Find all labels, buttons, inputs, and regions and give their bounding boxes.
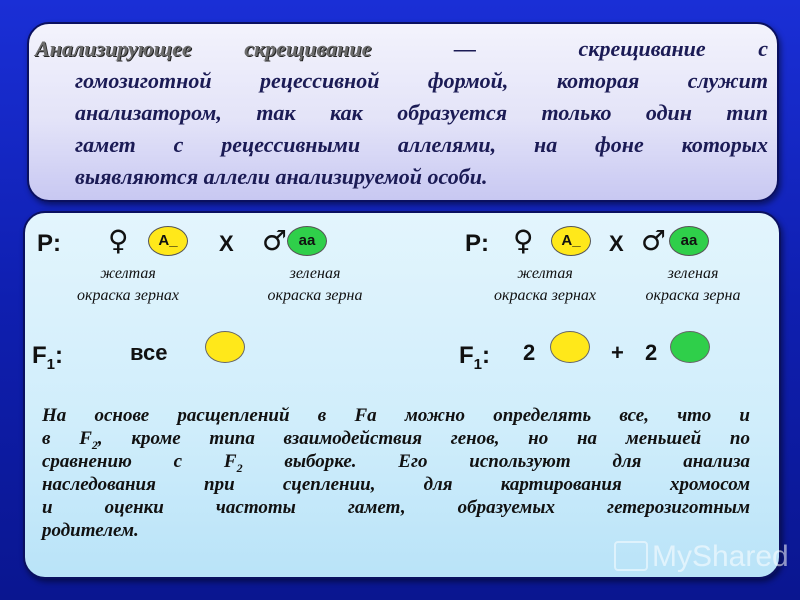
cross2-female-caption-2: окраска зернах [493, 287, 597, 304]
cross2-f1-sub: 1 [473, 355, 483, 373]
cross2-f1-colon: : [482, 342, 491, 369]
cross1-f1-sub: 1 [46, 355, 56, 373]
watermark-icon [614, 541, 648, 571]
cross2-cross-symbol: X [609, 231, 624, 256]
definition-line-2: гомозиготной рецессивной формой, которая служит [75, 68, 768, 93]
cross2-female-icon: ♀ [513, 224, 534, 257]
paragraph-line-2 [42, 427, 750, 450]
definition-term: Анализирующее скрещивание [35, 36, 372, 61]
paragraph-line-3-b: выборке. Его используют для анализа [242, 451, 750, 472]
cross2-male-caption [618, 263, 768, 307]
paragraph-line-2-b: , кроме типа взаимодействия генов, но на меньшей по [97, 428, 751, 449]
cross2-f1-label [459, 342, 490, 373]
description-paragraph [42, 404, 750, 542]
cross1-f1-colon: : [55, 342, 64, 369]
cross1-male-caption-2: окраска зерна [267, 287, 363, 304]
cross2-offspring-yellow-pea [550, 331, 590, 363]
definition-line-4: гамет с рецессивными аллелями, на фоне которых [75, 132, 768, 157]
paragraph-line-4: наследования при сцеплении, для картирования хромосом [42, 474, 750, 495]
cross2-p-label: P: [465, 230, 489, 257]
cross2-ratio-yellow: 2 [523, 340, 536, 365]
cross2-female-genotype: A_ [551, 226, 591, 256]
cross1-f1-result: все [130, 340, 168, 365]
definition-dash: — [453, 36, 476, 61]
definition-line-1 [35, 33, 768, 65]
cross1-female-caption [53, 263, 203, 307]
cross1-male-icon: ♂ [262, 224, 288, 257]
paragraph-line-2-a: в F [42, 428, 92, 449]
cross1-male-caption-1: зеленая [289, 265, 341, 282]
watermark: MyShared [652, 540, 789, 573]
cross2-male-caption-1: зеленая [667, 265, 719, 282]
cross2-male-genotype: aa [669, 226, 709, 256]
cross1-cross-symbol: X [219, 231, 234, 256]
definition-line-1-rest: скрещивание с [578, 36, 769, 61]
paragraph-line-6: родителем. [42, 520, 139, 541]
cross1-female-icon: ♀ [108, 224, 129, 257]
cross1-female-caption-1: желтая [100, 265, 156, 282]
paragraph-line-2-sub: 2 [91, 437, 98, 452]
cross1-p-label: P: [37, 230, 61, 257]
paragraph-line-3-a: сравнению с F [42, 451, 237, 472]
cross2-male-caption-2: окраска зерна [645, 287, 741, 304]
cross1-f1-label [32, 342, 63, 373]
cross2-plus: + [611, 340, 624, 365]
paragraph-line-3 [42, 450, 750, 473]
definition-text [35, 33, 768, 193]
paragraph-line-5: и оценки частоты гамет, образуемых гетерозиготным [42, 497, 750, 518]
definition-line-5: выявляются аллели анализируемой особи. [75, 164, 488, 189]
cross2-male-icon: ♂ [641, 224, 667, 257]
cross2-offspring-green-pea [670, 331, 710, 363]
paragraph-line-1: На основе расщеплений в Fa можно определять все, что и [42, 405, 750, 426]
cross1-female-genotype: A_ [148, 226, 188, 256]
paragraph-line-3-sub: 2 [236, 460, 243, 475]
cross1-female-caption-2: окраска зернах [76, 287, 180, 304]
cross2-ratio-green: 2 [645, 340, 658, 365]
cross1-male-genotype: aa [287, 226, 327, 256]
definition-line-3: анализатором, так как образуется только один тип [75, 100, 768, 125]
cross2-female-caption-1: желтая [517, 265, 573, 282]
cross2-f1-letter: F [459, 342, 474, 369]
cross1-f1-letter: F [32, 342, 47, 369]
cross1-male-caption [240, 263, 390, 307]
cross1-offspring-yellow-pea [205, 331, 245, 363]
cross2-female-caption [470, 263, 620, 307]
